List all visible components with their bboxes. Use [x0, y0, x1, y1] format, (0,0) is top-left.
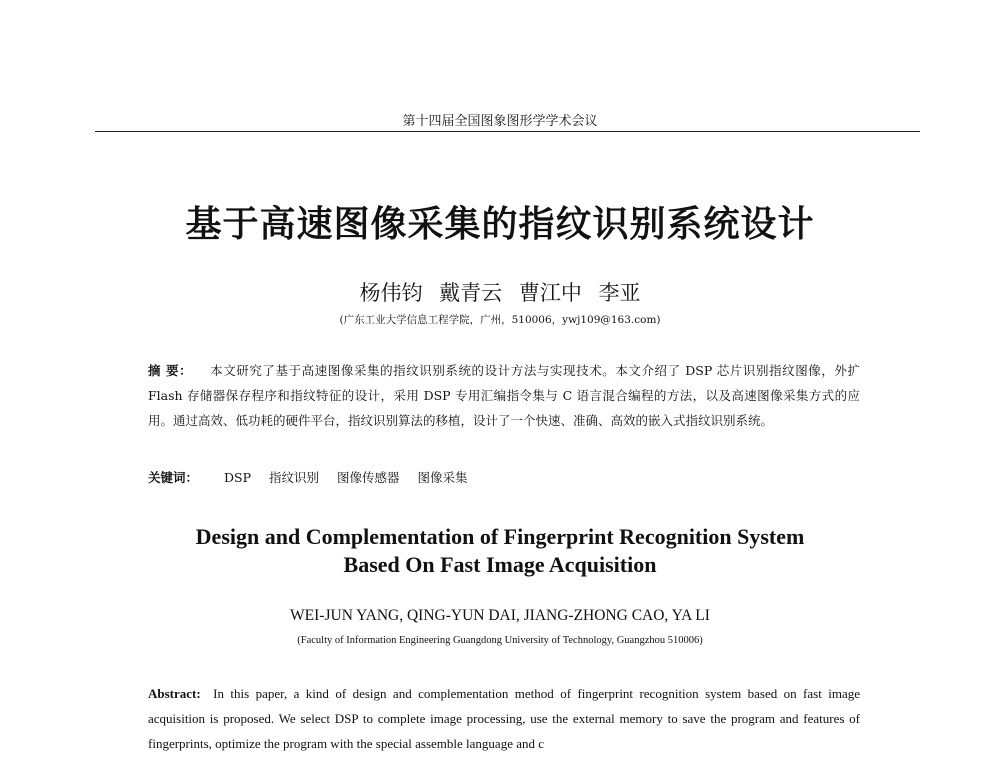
abstract-cn-text: 本文研究了基于高速图像采集的指纹识别系统的设计方法与实现技术。本文介绍了 DSP 芯片识别指纹图像，外扩 Flash 存储器保存程序和指纹特征的设计，采用 DSP 专用汇编指令集与 C 语言混合编程的方法，以及高速图像采集方式的应用。通过高效、低功耗的硬件平台，指纹识别算法的移植，设计了一个快速、准确、高效的嵌入式指纹识别系统。 — [148, 363, 860, 428]
keyword: 图像传感器 — [336, 470, 400, 485]
paper-title-en — [0, 523, 1000, 579]
keyword: DSP — [224, 470, 251, 485]
abstract-cn-label: 摘 要： — [148, 363, 193, 378]
conference-header: 第十四届全国图象图形学学术会议 — [402, 114, 598, 129]
authors-cn: 杨伟钧 戴青云 曹江中 李亚 — [359, 281, 641, 305]
paper-title-cn: 基于高速图像采集的指纹识别系统设计 — [185, 204, 815, 245]
abstract-en-label: Abstract: — [148, 686, 201, 701]
affiliation-cn: (广东工业大学信息工程学院，广州，510006，ywj109@163.com) — [339, 314, 661, 326]
authors-en: WEI-JUN YANG, QING-YUN DAI, JIANG-ZHONG CAO, YA LI — [290, 607, 710, 624]
abstract-en — [148, 681, 860, 756]
title-en-line1: Design and Complementation of Fingerprint Recognition System — [195, 524, 805, 549]
keywords-label: 关键词： — [148, 470, 199, 485]
affiliation-en: (Faculty of Information Engineering Guangdong University of Technology, Guangzhou 510006) — [297, 635, 703, 646]
keyword: 图像采集 — [417, 470, 468, 485]
abstract-cn — [148, 358, 860, 433]
abstract-en-text: In this paper, a kind of design and complementation method of fingerprint recognition system based on fast image acquisition is proposed. We select DSP to complete image processing, use the external memory to save the program and features of fingerprints, optimize the program with the special assemble language and c — [148, 686, 861, 751]
header-rule — [95, 131, 920, 132]
keyword: 指纹识别 — [268, 470, 319, 485]
title-en-line2: Based On Fast Image Acquisition — [343, 552, 657, 577]
keywords-cn — [148, 468, 482, 486]
